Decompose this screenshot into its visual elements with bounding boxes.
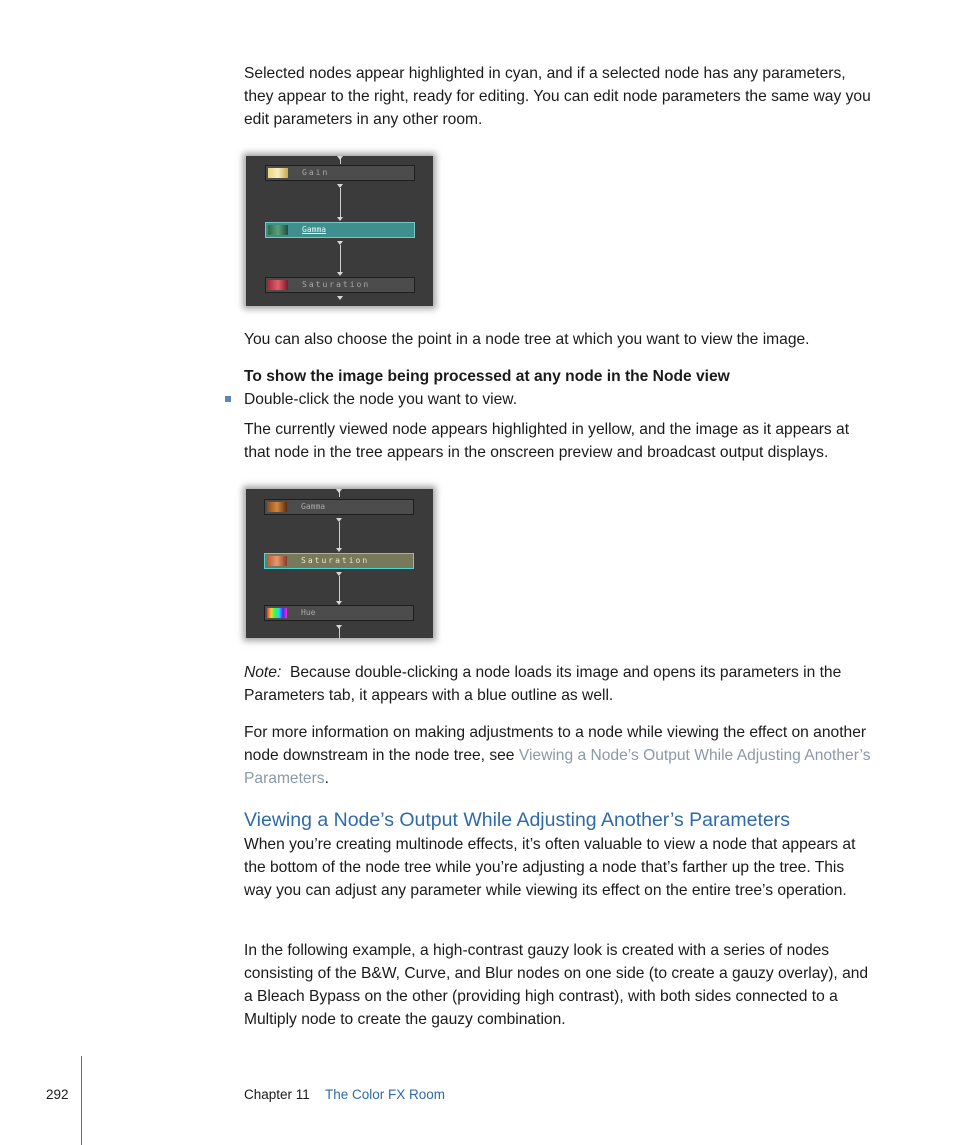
node-label: Saturation	[302, 280, 371, 289]
node-gamma[interactable]	[264, 499, 414, 515]
node-wire	[339, 522, 340, 549]
section-heading: Viewing a Node’s Output While Adjusting Another’s Parameters	[244, 809, 790, 831]
gamma-thumbnail-icon	[268, 225, 288, 235]
input-arrow-icon	[337, 217, 343, 221]
node-view-figure-selected	[246, 156, 433, 306]
body-paragraph: When you’re creating multinode effects, it’s often valuable to view a node that appears at the bottom of the node tree while you’re adjusting a node that’s farther up the tree. This way you can adjust any parameter while viewing its effect on the entire tree’s operation.	[244, 836, 856, 899]
saturation-thumbnail-icon	[268, 280, 288, 290]
hue-thumbnail-icon	[267, 608, 287, 618]
footer-chapter: Chapter 11	[244, 1087, 310, 1102]
body-paragraph: The currently viewed node appears highlighted in yellow, and the image as it appears at that node in the tree appears in the onscreen preview and broadcast output displays.	[244, 421, 850, 461]
node-label: Gain	[302, 168, 330, 177]
node-hue[interactable]	[264, 605, 414, 621]
page-number: 292	[46, 1087, 69, 1102]
node-label: Gamma	[302, 225, 327, 234]
node-wire	[339, 627, 340, 638]
gamma-thumbnail-icon	[267, 502, 287, 512]
saturation-thumbnail-icon	[267, 556, 287, 566]
footer-divider	[81, 1056, 82, 1145]
body-paragraph: Selected nodes appear highlighted in cyan, and if a selected node has any parameters, they appear to the right, ready for editing. You can edit node parameters the same way you edit parameters in any other room.	[244, 65, 871, 128]
node-saturation-viewed[interactable]	[264, 553, 414, 569]
bullet-step: Double-click the node you want to view.	[244, 391, 518, 408]
node-wire	[340, 245, 341, 273]
crossref-link[interactable]: Viewing a Node’s Output While Adjusting Another’s Parameters	[244, 747, 871, 787]
bullet-icon	[225, 396, 231, 402]
node-wire	[339, 576, 340, 602]
node-saturation[interactable]	[265, 277, 415, 293]
input-arrow-icon	[336, 489, 342, 493]
note-paragraph	[244, 661, 876, 707]
note-text: Because double-clicking a node loads its image and opens its parameters in the Parameters tab, it appears with a blue outline as well.	[244, 664, 842, 704]
crossref-prefix: For more information on making adjustments to a node while viewing the effect on another node downstream in the node tree, see	[244, 724, 867, 764]
procedure-title: To show the image being processed at any node in the Node view	[244, 368, 730, 385]
node-view-figure-viewed	[246, 489, 433, 638]
note-label: Note:	[244, 664, 282, 681]
body-paragraph-crossref	[244, 721, 876, 790]
crossref-suffix: .	[324, 770, 329, 787]
gain-thumbnail-icon	[268, 168, 288, 178]
node-label: Saturation	[301, 556, 370, 565]
node-label: Gamma	[301, 502, 326, 511]
input-arrow-icon	[337, 156, 343, 160]
footer-chapter-title[interactable]: The Color FX Room	[325, 1087, 446, 1102]
input-arrow-icon	[336, 548, 342, 552]
body-paragraph: In the following example, a high-contrast gauzy look is created with a series of nodes consisting of the B&W, Curve, and Blur nodes on one side (to create a gauzy overlay), and a Bleach Bypass on the other (providing high contrast), with both sides connected to a Multiply node to create the gauzy combination.	[244, 942, 869, 1028]
node-label: Hue	[301, 608, 316, 617]
node-wire	[340, 188, 341, 218]
input-arrow-icon	[337, 272, 343, 276]
node-gamma-selected[interactable]	[265, 222, 415, 238]
output-arrow-icon	[337, 296, 343, 300]
body-paragraph: You can also choose the point in a node tree at which you want to view the image.	[244, 331, 810, 348]
node-gain[interactable]	[265, 165, 415, 181]
